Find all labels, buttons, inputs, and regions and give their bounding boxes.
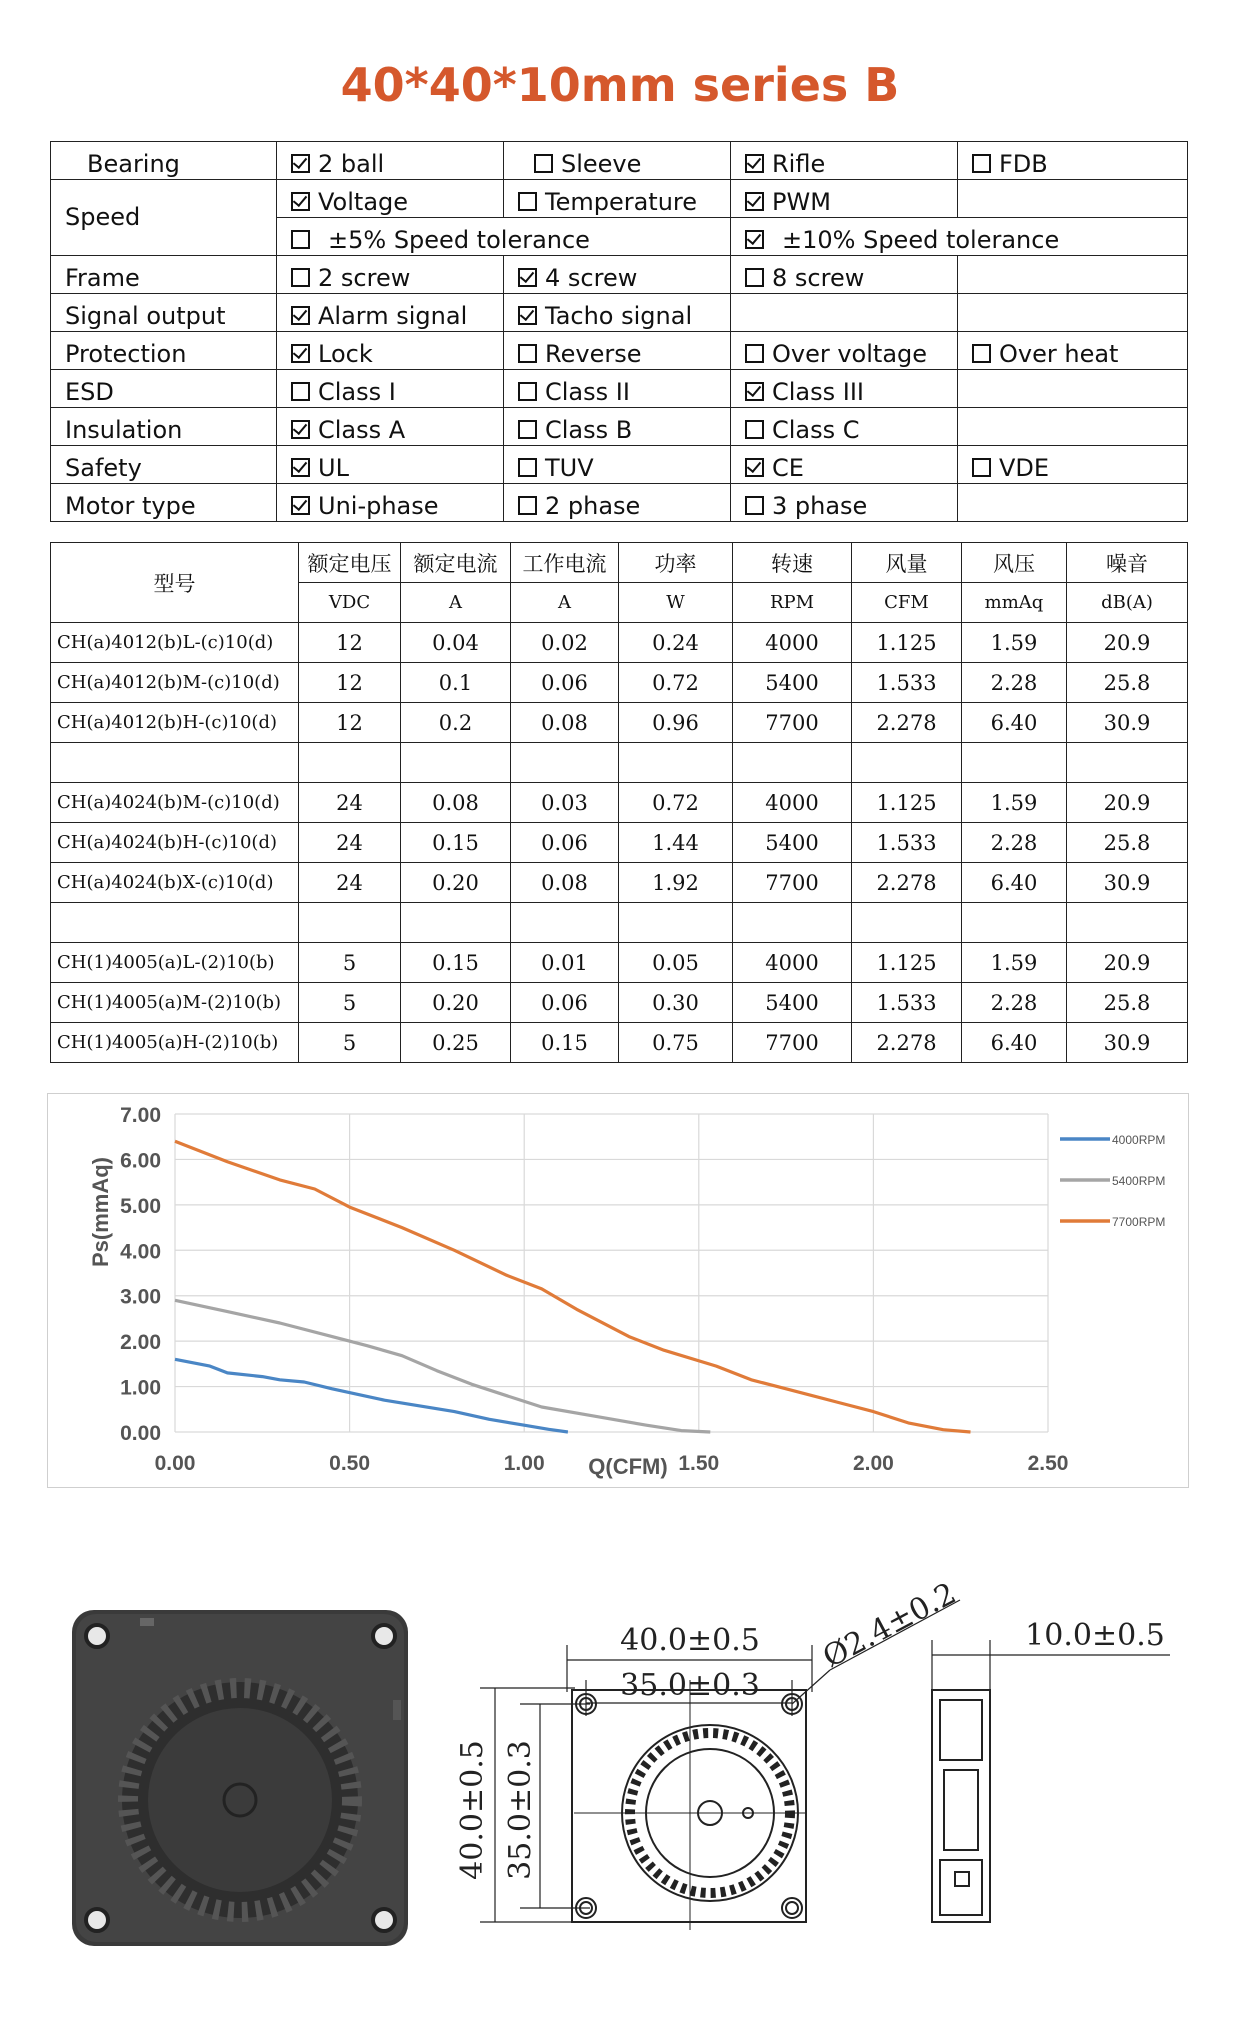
- feature-row: [51, 256, 1188, 294]
- feature-option: [958, 370, 1188, 408]
- feature-option: [731, 294, 958, 332]
- checked-box-icon: [291, 344, 310, 363]
- spec-value-cell: [962, 903, 1067, 943]
- feature-option-text: Over voltage: [772, 340, 928, 368]
- feature-option: [958, 294, 1188, 332]
- feature-option-text: ±5% Speed tolerance: [328, 226, 590, 254]
- feature-option-text: Class I: [318, 378, 396, 406]
- spec-model-cell: CH(a)4012(b)L-(c)10(d): [51, 623, 299, 663]
- spec-header-cell: 功率: [619, 543, 733, 583]
- unchecked-box-icon: [972, 344, 991, 363]
- spec-value-cell: 30.9: [1067, 703, 1188, 743]
- spec-value-cell: 0.72: [619, 663, 733, 703]
- feature-label: Safety: [51, 446, 277, 484]
- spec-value-cell: 7700: [733, 1023, 852, 1063]
- x-axis-label: Q(CFM): [588, 1454, 668, 1479]
- checked-box-icon: [291, 496, 310, 515]
- feature-label: Signal output: [51, 294, 277, 332]
- feature-label: ESD: [51, 370, 277, 408]
- spec-value-cell: [511, 743, 619, 783]
- feature-option: [958, 484, 1188, 522]
- spec-value-cell: 5: [299, 983, 401, 1023]
- spec-value-cell: 0.30: [619, 983, 733, 1023]
- spec-value-cell: [619, 743, 733, 783]
- feature-option: [504, 446, 731, 484]
- feature-option-text: 3 phase: [772, 492, 868, 520]
- feature-option: [277, 294, 504, 332]
- feature-option: [277, 484, 504, 522]
- spec-value-cell: 1.92: [619, 863, 733, 903]
- checked-box-icon: [745, 458, 764, 477]
- spec-value-cell: 5400: [733, 983, 852, 1023]
- spec-value-cell: 0.75: [619, 1023, 733, 1063]
- spec-header-row: [51, 543, 1188, 583]
- unchecked-box-icon: [518, 344, 537, 363]
- spec-value-cell: [962, 743, 1067, 783]
- spec-value-cell: 1.44: [619, 823, 733, 863]
- spec-value-cell: 0.05: [619, 943, 733, 983]
- spec-value-cell: 0.06: [511, 823, 619, 863]
- feature-option-text: PWM: [772, 188, 831, 216]
- feature-option-text: Tacho signal: [545, 302, 693, 330]
- spec-value-cell: 25.8: [1067, 663, 1188, 703]
- spec-header-cell: 风压: [962, 543, 1067, 583]
- fan-photo: [72, 1610, 408, 1946]
- unchecked-box-icon: [291, 268, 310, 287]
- feature-option-text: Rifle: [772, 150, 826, 178]
- unchecked-box-icon: [745, 344, 764, 363]
- feature-option: [277, 446, 504, 484]
- spec-value-cell: 2.28: [962, 663, 1067, 703]
- feature-option: [731, 256, 958, 294]
- feature-option-text: Class III: [772, 378, 865, 406]
- dim-height-outer: 40.0±0.5: [455, 1740, 490, 1880]
- spec-value-cell: 7700: [733, 703, 852, 743]
- spec-unit-cell: VDC: [299, 583, 401, 623]
- unchecked-box-icon: [518, 192, 537, 211]
- feature-option: [958, 446, 1188, 484]
- spec-model-cell: [51, 903, 299, 943]
- spec-value-cell: 5: [299, 943, 401, 983]
- spec-value-cell: 20.9: [1067, 943, 1188, 983]
- feature-option-text: Class II: [545, 378, 630, 406]
- spec-value-cell: 0.06: [511, 983, 619, 1023]
- page-title: 40*40*10mm series B: [340, 58, 900, 112]
- table-row: [51, 943, 1188, 983]
- spec-model-cell: CH(1)4005(a)L-(2)10(b): [51, 943, 299, 983]
- spec-value-cell: 24: [299, 863, 401, 903]
- spec-value-cell: 5: [299, 1023, 401, 1063]
- y-tick-label: 1.00: [120, 1376, 161, 1400]
- mechanical-drawing: [0, 1520, 1240, 1990]
- spec-value-cell: 0.1: [401, 663, 511, 703]
- legend-label: 7700RPM: [1112, 1215, 1166, 1229]
- series-line-7700RPM: [175, 1141, 971, 1432]
- spec-value-cell: 12: [299, 623, 401, 663]
- unchecked-box-icon: [972, 154, 991, 173]
- feature-option: [504, 142, 731, 180]
- x-tick-label: 2.00: [852, 1452, 894, 1475]
- x-tick-label: 2.50: [1027, 1452, 1069, 1475]
- checked-box-icon: [745, 230, 764, 249]
- dim-height-inner: 35.0±0.3: [503, 1740, 538, 1880]
- spec-value-cell: 12: [299, 663, 401, 703]
- feature-option: [731, 332, 958, 370]
- feature-option-text: VDE: [999, 454, 1050, 482]
- feature-option-text: 4 screw: [545, 264, 638, 292]
- spec-model-cell: CH(a)4024(b)H-(c)10(d): [51, 823, 299, 863]
- spec-value-cell: 1.59: [962, 623, 1067, 663]
- spec-value-cell: [852, 903, 962, 943]
- feature-option-text: Alarm signal: [318, 302, 468, 330]
- spec-model-cell: CH(1)4005(a)H-(2)10(b): [51, 1023, 299, 1063]
- spec-model-cell: CH(a)4012(b)M-(c)10(d): [51, 663, 299, 703]
- feature-row: [51, 370, 1188, 408]
- y-tick-label: 0.00: [120, 1422, 161, 1445]
- checked-box-icon: [745, 382, 764, 401]
- spec-unit-cell: dB(A): [1067, 583, 1188, 623]
- spec-value-cell: 2.278: [852, 703, 962, 743]
- feature-option: [731, 180, 958, 218]
- spec-value-cell: 1.125: [852, 623, 962, 663]
- feature-option: [958, 180, 1188, 218]
- legend-label: 5400RPM: [1112, 1174, 1166, 1188]
- feature-option: [277, 218, 731, 256]
- spec-value-cell: 6.40: [962, 1023, 1067, 1063]
- dim-width-inner: 35.0±0.3: [620, 1668, 760, 1703]
- table-row: [51, 663, 1188, 703]
- y-tick-label: 5.00: [120, 1194, 161, 1218]
- feature-option-text: 2 screw: [318, 264, 411, 292]
- feature-option: [277, 180, 504, 218]
- checked-box-icon: [745, 192, 764, 211]
- spec-model-cell: CH(a)4024(b)X-(c)10(d): [51, 863, 299, 903]
- spec-value-cell: 2.28: [962, 823, 1067, 863]
- spec-value-cell: 30.9: [1067, 1023, 1188, 1063]
- feature-option-text: ±10% Speed tolerance: [782, 226, 1060, 254]
- table-row: [51, 823, 1188, 863]
- table-row: [51, 783, 1188, 823]
- feature-row: [51, 180, 1188, 218]
- unchecked-box-icon: [745, 420, 764, 439]
- spec-header-cell: 噪音: [1067, 543, 1188, 583]
- spec-value-cell: [401, 743, 511, 783]
- spec-value-cell: 0.08: [401, 783, 511, 823]
- spec-header-cell: 额定电压: [299, 543, 401, 583]
- feature-option-text: Temperature: [545, 188, 698, 216]
- legend-label: 4000RPM: [1112, 1133, 1166, 1147]
- y-axis-label: Ps(mmAq): [88, 1156, 113, 1268]
- pq-chart-svg: [48, 1094, 1188, 1487]
- feature-option: [277, 142, 504, 180]
- spec-value-cell: 0.02: [511, 623, 619, 663]
- spec-value-cell: 0.72: [619, 783, 733, 823]
- feature-label: Motor type: [51, 484, 277, 522]
- side-view: [932, 1640, 1170, 1922]
- feature-option: [277, 408, 504, 446]
- spec-model-cell: CH(a)4012(b)H-(c)10(d): [51, 703, 299, 743]
- feature-option: [731, 142, 958, 180]
- feature-label: Bearing: [51, 142, 277, 180]
- checked-box-icon: [291, 306, 310, 325]
- feature-option: [504, 370, 731, 408]
- checked-box-icon: [518, 268, 537, 287]
- x-tick-label: 1.00: [503, 1452, 545, 1475]
- dim-hole: Ø2.4±0.2: [817, 1576, 962, 1676]
- spec-value-cell: 0.20: [401, 983, 511, 1023]
- feature-option: [277, 256, 504, 294]
- spec-value-cell: 0.15: [401, 943, 511, 983]
- spec-value-cell: 1.533: [852, 823, 962, 863]
- y-tick-label: 6.00: [120, 1149, 161, 1173]
- spec-value-cell: 0.01: [511, 943, 619, 983]
- feature-option-text: 2 phase: [545, 492, 641, 520]
- table-row: [51, 903, 1188, 943]
- y-tick-label: 2.00: [120, 1331, 161, 1355]
- spec-value-cell: 4000: [733, 623, 852, 663]
- feature-option-text: Class B: [545, 416, 633, 444]
- checked-box-icon: [518, 306, 537, 325]
- spec-value-cell: 0.20: [401, 863, 511, 903]
- spec-value-cell: 0.04: [401, 623, 511, 663]
- table-row: [51, 1023, 1188, 1063]
- spec-value-cell: [852, 743, 962, 783]
- feature-row: [51, 484, 1188, 522]
- spec-value-cell: 24: [299, 823, 401, 863]
- spec-value-cell: 2.28: [962, 983, 1067, 1023]
- checked-box-icon: [291, 420, 310, 439]
- unchecked-box-icon: [291, 230, 310, 249]
- spec-value-cell: 6.40: [962, 863, 1067, 903]
- spec-value-cell: [1067, 743, 1188, 783]
- feature-option-text: Voltage: [318, 188, 409, 216]
- spec-value-cell: [733, 903, 852, 943]
- spec-value-cell: [1067, 903, 1188, 943]
- unchecked-box-icon: [518, 496, 537, 515]
- spec-value-cell: 7700: [733, 863, 852, 903]
- feature-option-text: Over heat: [999, 340, 1119, 368]
- feature-option-text: Lock: [318, 340, 373, 368]
- spec-value-cell: 1.59: [962, 783, 1067, 823]
- spec-header-cell: 额定电流: [401, 543, 511, 583]
- unchecked-box-icon: [518, 382, 537, 401]
- spec-value-cell: [511, 903, 619, 943]
- spec-value-cell: 5400: [733, 663, 852, 703]
- spec-unit-cell: mmAq: [962, 583, 1067, 623]
- checked-box-icon: [291, 458, 310, 477]
- feature-row: [51, 446, 1188, 484]
- feature-option-text: 2 ball: [318, 150, 385, 178]
- feature-option-text: Reverse: [545, 340, 642, 368]
- spec-table: [50, 542, 1188, 1063]
- table-row: [51, 703, 1188, 743]
- spec-value-cell: [401, 903, 511, 943]
- feature-option: [504, 332, 731, 370]
- feature-row: [51, 142, 1188, 180]
- feature-option-text: TUV: [545, 454, 594, 482]
- series-line-5400RPM: [175, 1300, 710, 1432]
- feature-option: [731, 484, 958, 522]
- feature-option-text: Sleeve: [561, 150, 642, 178]
- feature-option: [277, 332, 504, 370]
- spec-value-cell: [733, 743, 852, 783]
- feature-option-text: FDB: [999, 150, 1048, 178]
- spec-value-cell: 0.06: [511, 663, 619, 703]
- feature-label: Speed: [51, 180, 277, 256]
- unchecked-box-icon: [745, 268, 764, 287]
- spec-model-cell: CH(a)4024(b)M-(c)10(d): [51, 783, 299, 823]
- dim-width-outer: 40.0±0.5: [620, 1623, 760, 1658]
- table-row: [51, 983, 1188, 1023]
- feature-option-text: Class C: [772, 416, 860, 444]
- y-tick-label: 4.00: [120, 1240, 161, 1264]
- spec-value-cell: 0.03: [511, 783, 619, 823]
- spec-value-cell: [619, 903, 733, 943]
- feature-option: [731, 408, 958, 446]
- feature-option-text: UL: [318, 454, 349, 482]
- unchecked-box-icon: [518, 458, 537, 477]
- spec-unit-cell: CFM: [852, 583, 962, 623]
- spec-value-cell: 1.59: [962, 943, 1067, 983]
- spec-value-cell: 1.533: [852, 983, 962, 1023]
- unchecked-box-icon: [745, 496, 764, 515]
- spec-model-cell: [51, 743, 299, 783]
- spec-header-cell: 风量: [852, 543, 962, 583]
- y-tick-label: 7.00: [120, 1104, 161, 1127]
- spec-value-cell: 1.125: [852, 943, 962, 983]
- feature-option: [277, 370, 504, 408]
- feature-option-text: 8 screw: [772, 264, 865, 292]
- feature-option: [731, 446, 958, 484]
- x-tick-label: 1.50: [678, 1452, 720, 1475]
- table-row: [51, 743, 1188, 783]
- spec-header-cell: 工作电流: [511, 543, 619, 583]
- y-tick-label: 3.00: [120, 1285, 161, 1309]
- spec-value-cell: 0.15: [401, 823, 511, 863]
- pq-chart: [47, 1093, 1189, 1488]
- spec-unit-cell: A: [401, 583, 511, 623]
- spec-value-cell: 0.08: [511, 863, 619, 903]
- spec-value-cell: [299, 743, 401, 783]
- feature-label: Insulation: [51, 408, 277, 446]
- dim-thickness: 10.0±0.5: [1025, 1618, 1165, 1653]
- feature-option: [504, 408, 731, 446]
- spec-value-cell: 0.2: [401, 703, 511, 743]
- spec-value-cell: 0.24: [619, 623, 733, 663]
- spec-value-cell: [299, 903, 401, 943]
- spec-value-cell: 1.125: [852, 783, 962, 823]
- spec-unit-cell: W: [619, 583, 733, 623]
- feature-option-text: Class A: [318, 416, 406, 444]
- feature-table: [50, 141, 1188, 522]
- spec-model-header: 型号: [51, 543, 299, 623]
- feature-row: [51, 408, 1188, 446]
- feature-option-text: CE: [772, 454, 804, 482]
- spec-value-cell: 2.278: [852, 863, 962, 903]
- checked-box-icon: [291, 154, 310, 173]
- spec-model-cell: CH(1)4005(a)M-(2)10(b): [51, 983, 299, 1023]
- spec-value-cell: 4000: [733, 783, 852, 823]
- spec-value-cell: 0.15: [511, 1023, 619, 1063]
- feature-option: [958, 142, 1188, 180]
- spec-unit-cell: A: [511, 583, 619, 623]
- spec-value-cell: 30.9: [1067, 863, 1188, 903]
- feature-row: [51, 294, 1188, 332]
- x-tick-label: 0.00: [154, 1452, 196, 1475]
- feature-option-text: Uni-phase: [318, 492, 439, 520]
- spec-value-cell: 5400: [733, 823, 852, 863]
- unchecked-box-icon: [534, 154, 553, 173]
- feature-option: [958, 256, 1188, 294]
- spec-value-cell: 20.9: [1067, 623, 1188, 663]
- feature-option: [504, 256, 731, 294]
- table-row: [51, 863, 1188, 903]
- spec-value-cell: 25.8: [1067, 823, 1188, 863]
- x-tick-label: 0.50: [329, 1452, 371, 1475]
- spec-value-cell: 6.40: [962, 703, 1067, 743]
- checked-box-icon: [291, 192, 310, 211]
- spec-value-cell: 24: [299, 783, 401, 823]
- feature-option: [731, 370, 958, 408]
- checked-box-icon: [745, 154, 764, 173]
- table-row: [51, 623, 1188, 663]
- feature-row: [51, 332, 1188, 370]
- spec-unit-cell: RPM: [733, 583, 852, 623]
- unchecked-box-icon: [291, 382, 310, 401]
- spec-value-cell: 20.9: [1067, 783, 1188, 823]
- feature-label: Protection: [51, 332, 277, 370]
- spec-value-cell: 1.533: [852, 663, 962, 703]
- feature-option: [504, 484, 731, 522]
- unchecked-box-icon: [972, 458, 991, 477]
- feature-option: [504, 294, 731, 332]
- spec-value-cell: 2.278: [852, 1023, 962, 1063]
- spec-value-cell: 0.96: [619, 703, 733, 743]
- spec-value-cell: 4000: [733, 943, 852, 983]
- spec-header-cell: 转速: [733, 543, 852, 583]
- feature-option: [504, 180, 731, 218]
- feature-option: [958, 332, 1188, 370]
- spec-value-cell: 0.25: [401, 1023, 511, 1063]
- spec-value-cell: 25.8: [1067, 983, 1188, 1023]
- feature-option: [958, 408, 1188, 446]
- feature-label: Frame: [51, 256, 277, 294]
- spec-value-cell: 0.08: [511, 703, 619, 743]
- spec-value-cell: 12: [299, 703, 401, 743]
- unchecked-box-icon: [518, 420, 537, 439]
- feature-option: [731, 218, 1188, 256]
